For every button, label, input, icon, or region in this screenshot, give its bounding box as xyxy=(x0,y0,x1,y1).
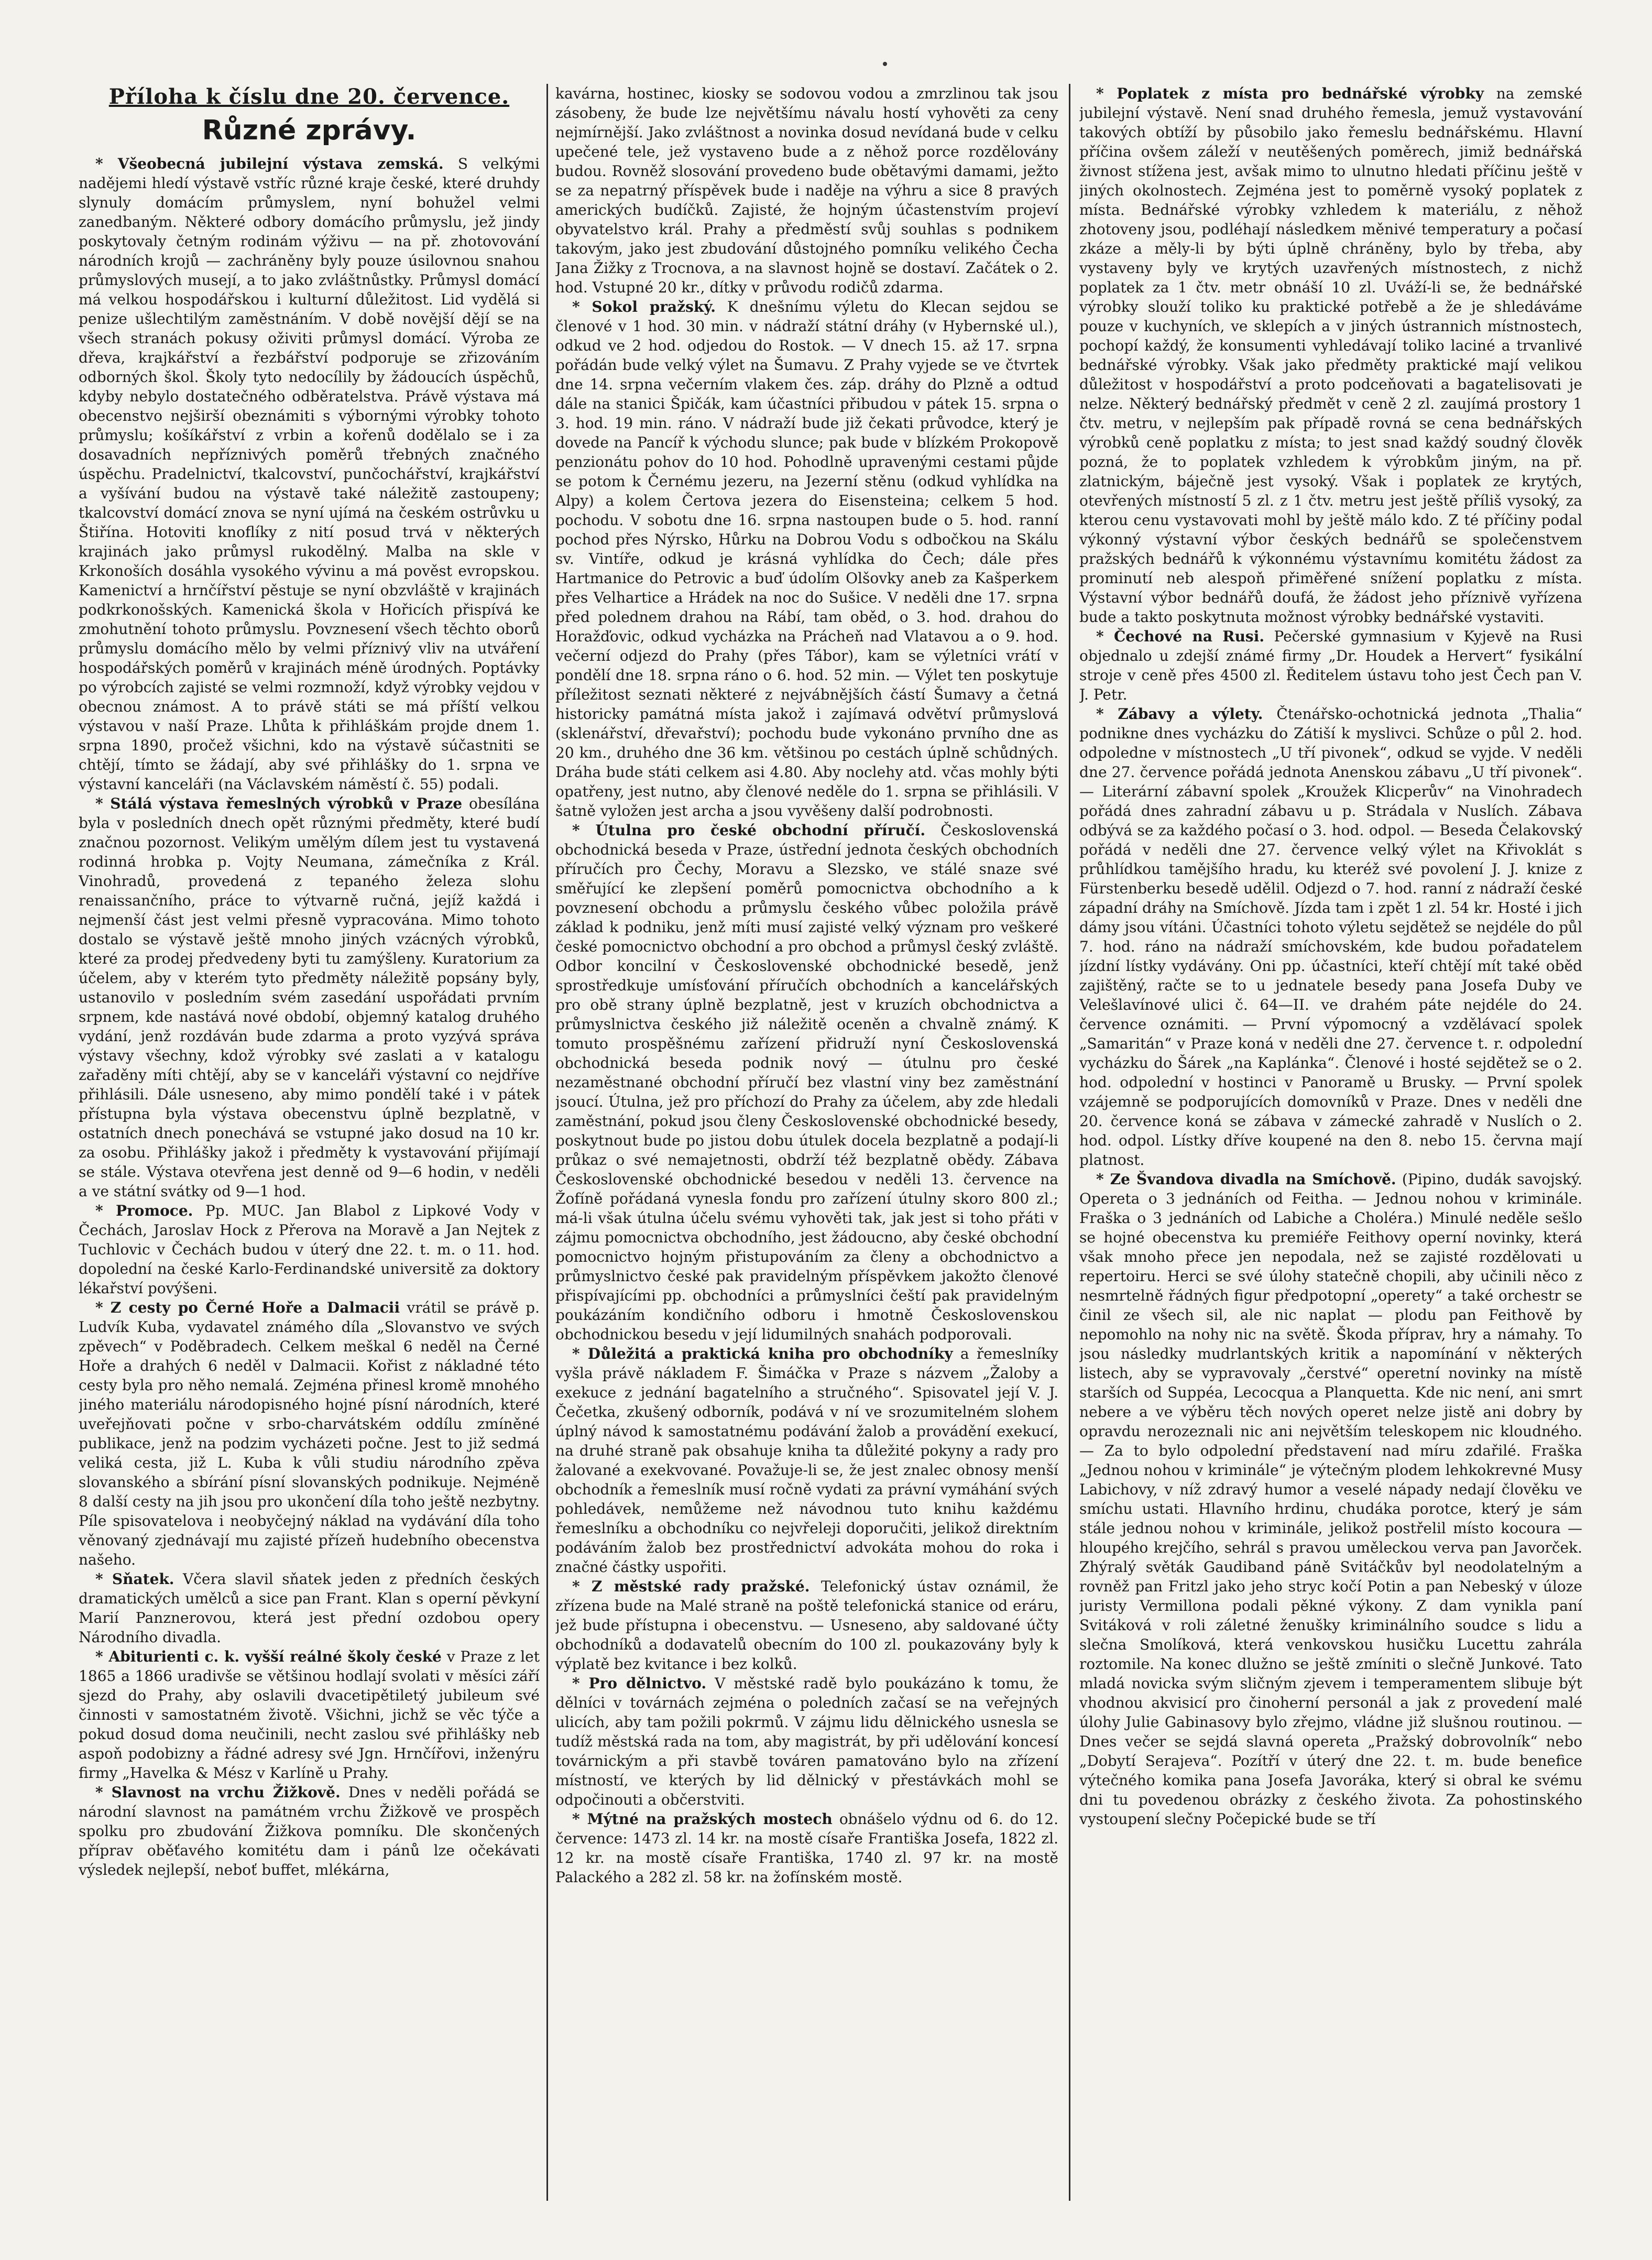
news-item xyxy=(555,1344,1058,1577)
news-item xyxy=(1079,704,1582,1170)
news-item xyxy=(79,1783,540,1880)
news-item-headline: * Pro dělnictvo. xyxy=(572,1675,707,1692)
news-item-text: obnášelo výdnu od 6. do 12. července: 1473 zl. 14 kr. na mostě císaře Františka Josefa, 1822 zl. 12 kr. na mostě císaře Františka, 1740 zl. 97 kr. na mostě Palackého a 282 zl. 58 kr. na žofínském mostě. xyxy=(555,1810,1058,1886)
news-item-text: a řemeslníky vyšla právě nákladem F. Šimáčka v Praze s názvem „Žaloby a exekuce z jednání bagatelního a stručného“. Spisovatel její V. J. Čečetka, zkušený odborník, podává v ní ve srozumitelném slohem úplný návod k samostatnému podávání žalob a provádění exekucí, na druhé straně pak obsahuje kniha ta důležité pokyny a rady pro žalované a exekvované. Považuje-li se, že jest znalec obnosy menší obchodník a řemeslník musí ročně vydati za právní vymáhání svých pohledávek, nemůžeme než návodnou tuto knihu každému řemeslníku a obchodníku co nejvřeleji doporučiti, jelikož direktním podáváním žalob bez prostřednictví advokáta mohou do roka i značné částky uspořiti. xyxy=(555,1345,1058,1576)
news-item xyxy=(79,154,540,794)
news-item-text: V městské radě bylo poukázáno k tomu, že dělníci v továrnách zejména o poledních začasí se na veřejných ulicích, aby tam požili pokrmů. V zájmu lidu dělnického usnesla se tudíž městská rada na tom, aby magistrát, by při udělování koncesí továrnickým a při stavbě továren pamatováno bylo na zřízení místností, ve kterých by lid dělnický v přestávkách mohl se odpočinouti a občerstviti. xyxy=(555,1675,1058,1808)
news-item-headline: * Promoce. xyxy=(95,1202,193,1219)
news-item-headline: * Z cesty po Černé Hoře a Dalmacii xyxy=(95,1299,400,1316)
ink-dot xyxy=(883,62,887,66)
newspaper-page xyxy=(79,84,1582,2201)
news-item xyxy=(555,1577,1058,1674)
news-item xyxy=(79,1647,540,1783)
news-item xyxy=(555,84,1058,297)
article-list xyxy=(79,154,540,1880)
news-item xyxy=(79,1298,540,1569)
news-item-headline: * Sokol pražský. xyxy=(572,298,716,315)
news-item xyxy=(79,794,540,1201)
column-3 xyxy=(1079,84,1582,2201)
column-rule xyxy=(546,84,548,2201)
news-item-headline: * Čechové na Rusi. xyxy=(1096,628,1265,645)
news-item-headline: * Slavnost na vrchu Žižkově. xyxy=(95,1784,341,1801)
news-item-text: Dnes v neděli pořádá se národní slavnost na památném vrchu Žižkově ve prospěch spolku pro zbudování Žižkova pomníku. Dle skončených příprav oběťavého komitétu dam i pánů lze očekávati výsledek nejlepší, neboť buffet, mlékárna, xyxy=(79,1784,540,1879)
news-item xyxy=(555,821,1058,1344)
news-item xyxy=(79,1569,540,1647)
news-item-text: (Pipino, dudák savojský. Opereta o 3 jednáních od Feitha. — Jednou nohou v kriminále. Fraška o 3 jednáních od Labiche a Choléra.) Minulé neděle sešlo se hojné obecenstva ku premiéře Feithovy operní novinky, která však mnoho přece jen nepodala, než se zajisté rozdělovati u repertoiru. Herci se své úlohy statečně chopili, aby učinili něco z nesmrtelně řádných figur předpotopní „operety“ a také orchestr se činil ze všech sil, ale nic naplat — plodu pan Feithově by nepomohlo na nohy nic na světě. Škoda příprav, hry a námahy. To jsou následky mudrlantských kritik a napomínání v některých listech, aby se vypravovaly „čerstvé“ operetní novinky na místě starších od Suppéa, Lecocqua a Planquetta. Kde nic není, ani smrt nebere a ve výběru těch nových operet nelze jistě ani dobry by opravdu nerozeznali nic ani největším teleskopem nic kloudného. — Za to bylo odpolední představení nad míru zdařilé. Fraška „Jednou nohou v kriminále“ je výtečným plodem lehkokrevné Musy Labichovy, v níž zdravý humor a veselé nápady nedají člověku ve smíchu ustati. Hlavního hrdinu, chudáka porotce, který je sám stále jednou nohou v kriminále, jelikož postřelil místo kocoura — hloupého krejčího, sehrál s pravou uměleckou verva pan Javorček. Zhýralý světák Gaudiband páně Svitáčkův byl neodolatelným a rovněž pan Fritzl jako jeho stryc kočí Potin a pan Nebeský v úloze juristy Vermillona podali pěkné výkony. Z dam vynikla paní Svitáková v roli záletné ženušky kriminálního soudce s lidu a slečna Smolíková, která venkovskou husičku Lucettu zahrála roztomile. Na konec dlužno se ještě zmíniti o slečně Junkové. Tato mladá novicka svým sličným zjevem i temperamentem slibuje být vhodnou akvisicí pro činoherní personál a jak z provedení malé úlohy Julie Gabinasovy bylo zřejmo, vládne již slušnou routinou. — Dnes večer se sejdá slavná opereta „Pražský dobrovolník“ nebo „Dobytí Serajeva“. Pozítří v úterý dne 22. t. m. bude benefice výtečného komika pana Josefa Javoráka, který si obral ke svému dni tu povedenou obrázky z českého života. Za pohostinského vystoupení slečny Počepické bude se tří xyxy=(1079,1171,1582,1828)
news-item-headline: * Z městské rady pražské. xyxy=(572,1578,810,1595)
news-item-headline: * Poplatek z místa pro bednářské výrobky xyxy=(1096,85,1484,102)
news-item-text: K dnešnímu výletu do Klecan sejdou se členové v 1 hod. 30 min. v nádraží státní dráhy (v Hybernské ul.), odkud ve 2 hod. odjedou do Rostok. — V dnech 15. až 17. srpna pořádán bude velký výlet na Šumavu. Z Prahy vyjede se ve čtvrtek dne 14. srpna večerním vlakem čes. záp. dráhy do Plzně a odtud dále na stanici Špičák, kam účastníci přibudou v pátek 15. srpna o 3. hod. 19 min. ráno. V nádraží bude již čekati průvodce, který je dovede na Pancíř k východu slunce; pak bude v blízkém Prokopově penzionátu pohov do 10 hod. Pohodlně upravenými cestami půjde se potom k Černému jezeru, na Jezerní stěnu (odkud vyhlídka na Alpy) a kolem Čertova jezera do Eisensteina; celkem 5 hod. pochodu. V sobotu dne 16. srpna nastoupen bude o 5. hod. ranní pochod přes Nýrsko, Hůrku na Dobrou Vodu s odbočkou na Skálu sv. Vintíře, odkud je krásná vyhlídka do Čech; dále přes Hartmanice do Petrovic a buď údolím Olšovky aneb za Kašperkem přes Velhartice a Hrádek na noc do Sušice. V neděli dne 17. srpna před polednem drahou na Rábí, tam oběd, o 3. hod. drahou do Horažďovic, odkud vycházka na Prácheň nad Vlatavou a o 9. hod. večerní odjezd do Prahy (přes Tábor), kam se výletníci vrátí v pondělí dne 18. srpna ráno o 6. hod. 52 min. — Výlet ten poskytuje příležitost seznati některé z nejvábnějších částí Šumavy a četná historicky památná místa jakož i zajímavá odvětví průmyslová (sklenářství, dřevařství); pochodu bude vykonáno prvního dne as 20 km., druhého dne 36 km. většinou po cestách úplně schůdných. Dráha bude státi celkem asi 4.80. Aby noclehy atd. včas mohly býti opatřeny, jest nutno, aby členové neděle do 1. srpna se přihlásili. V šatně vyložen jest archa a jsou vyvěšeny další podrobnosti. xyxy=(555,298,1058,820)
news-item-headline: * Mýtné na pražských mostech xyxy=(572,1810,833,1828)
news-item-headline: * Ze Švandova divadla na Smíchově. xyxy=(1096,1171,1396,1188)
column-rule xyxy=(1069,84,1070,2201)
supplement-heading: Příloha k číslu dne 20. července. xyxy=(108,84,510,109)
column-2 xyxy=(555,84,1058,2201)
news-item xyxy=(1079,84,1582,627)
news-item xyxy=(555,297,1058,821)
news-item-headline: * Zábavy a výlety. xyxy=(1096,705,1263,723)
news-item xyxy=(555,1809,1058,1887)
news-item-text: v Praze z let 1865 a 1866 uradivše se většinou hodlají svolati v měsíci září sjezd do Prahy, aby oslavili dvacetipětiletý jubileum své činnosti v samostatném životě. Všichni, jichž se věc týče a pokud dosud doma neučinili, necht zaslou své přihlášky neb aspoň podobizny a řádné adresy své Jgn. Hrnčířovi, inženýru firmy „Havelka & Mész v Karlíně u Prahy. xyxy=(79,1648,540,1782)
news-item-text: Československá obchodnická beseda v Praze, ústřední jednota českých obchodních příručích pro Čechy, Moravu a Slezsko, ve stálé snaze své směřující ke zlepšení poměrů pomocnictva obchodního a k povznesení obchodu a průmyslu českého vůbec položila právě základ k podniku, jenž míti musí zajisté velký význam pro veškeré české pomocnictvo obchodní a pro obchod a průmysl český zvláště. Odbor koncilní v Československé obchodnické besedě, jenž sprostředkuje umísťování příručích obchodních a kancelářských pro obě strany úplně bezplatně, jest v kruzích obchodnictva a průmyslnictva českého již náležitě oceněn a chvalně známý. K tomuto prospěšnému zařízení přidruží nyní Československá obchodnická beseda podnik nový — útulnu pro české nezaměstnané obchodní příručí bez vlastní viny bez zaměstnání jsoucí. Útulna, jež pro příchozí do Prahy za účelem, aby zde hledali zaměstnání, pokud jsou členy Československé obchodnické besedy, poskytnout bude po jistou dobu útulek docela bezplatně a podají-li průkaz o své nemajetnosti, obdrží též bezplatně obědy. Zábava Československé obchodnické besedou v neděli 13. července na Žofíně pořádaná vynesla fondu pro zařízení útulny skoro 800 zl.; má-li však útulna účelu svému vyhověti tak, jak jest si toho přáti v zájmu pomocnictva obchodního, jest žádoucno, aby české obchodní pomocnictvo hojným přistupováním za členy a obchodnictvo a průmyslnictvo české pak pravidelným příspěvkem jakožto členové přispívajícími pp. obchodníci a průmyslníci čeští pak pravidelným poukázáním kondičního odboru i hmotně Československou obchodnickou besedu v její lidumilných snahách podporovali. xyxy=(555,822,1058,1343)
column-1 xyxy=(79,84,540,2201)
news-item-text: Telefonický ústav oznámil, že zřízena bude na Malé straně na poště telefonická stanice od eráru, jež bude přístupna i obecenstvu. — Usneseno, aby saldované účty obchodníků a dodavatelů obecním do 100 zl. poukazovány byly k výplatě bez kvitance i bez kolků. xyxy=(555,1578,1058,1673)
news-item-text: Čtenářsko-ochotnická jednota „Thalia“ podnikne dnes vycházku do Zátiší k myslivci. Schůze o půl 2. hod. odpoledne v místnostech „U tří pivonek“, odkud se vyjde. V neděli dne 27. července pořádá jednota Anenskou zábavu „U tří pivonek“. — Literární zábavní spolek „Kroužek Klicperův“ na Vinohradech pořádá dnes zahradní zábavu u p. Strádala v Nuslích. Zábava odbývá se za každého počasí o 3. hod. odpol. — Beseda Čelakovský pořádá v neděli dne 27. července velký výlet na Křivoklát s průhlídkou tamějšího hradu, ku kteréž své povolení J. J. knize z Fürstenberku besedě udělil. Odjezd o 7. hod. ranní z nádraží české západní dráhy na Smíchově. Jízda tam i zpět 1 zl. 54 kr. Hosté i jich dámy jsou vítáni. Účastníci tohoto výletu sejdětež se nejdéle do půl 7. hod. ráno na nádraží smíchovském, kde budou pořadatelem jízdní lístky vydávány. Oni pp. účastníci, kteří chtějí mít také oběd zajištěný, račte se to u jednatele besedy pana Josefa Duby ve Velešlavínové ulici č. 64—II. ve drahém páte nejdéle do 24. července oznámiti. — První výpomocný a vzdělávací spolek „Samaritán“ v Praze koná v neděli dne 27. července t. r. odpolední vycházku do Šárek „na Kaplánka“. Členové i hosté sejdětež se o 2. hod. odpolední v hostinci v Panoramě u Brusky. — První spolek vzájemně se podporujících domovníků v Praze. Dnes v neděli dne 20. července koná se zábava v zámecké zahradě v Nuslích o 2. hod. odpol. Lístky dříve koupené na den 8. nebo 15. června mají platnost. xyxy=(1079,705,1582,1169)
article-list xyxy=(1079,84,1582,1829)
news-item-text: kavárna, hostinec, kiosky se sodovou vodou a zmrzlinou tak jsou zásobeny, že bude lze největšímu návalu hostí vyhověti za ceny nejmírnější. Jako zvláštnost a novinka dosud nevídaná bude v celku upečené tele, jež vystaveno bude a z něhož porce rozdělovány budou. Rovněž slosování provedeno bude obětavými damami, ježto se za nepatrný příspěvek bude i naděje na výhru a sice 8 pravých amerických budíčků. Zajisté, že hojným účastenstvím projeví obyvatelstvo král. Prahy a předměstí svůj souhlas s podnikem takovým, jako jest zbudování důstojného pomníku velikého Čecha Jana Žižky z Trocnova, a na slavnost hojně se dostaví. Začátek o 2. hod. Vstupné 20 kr., dítky v průvodu rodičů zdarma. xyxy=(555,85,1058,296)
news-item-headline: * Abiturienti c. k. vyšší reálné školy české xyxy=(95,1648,442,1665)
news-item-text: Pečerské gymnasium v Kyjevě na Rusi objednalo u zdejší známé firmy „Dr. Houdek a Hervert“ fysikální stroje v ceně přes 4500 zl. Ředitelem ústavu toho jest Čech pan V. J. Petr. xyxy=(1079,628,1582,703)
news-item-headline: * Stálá výstava řemeslných výrobků v Praze xyxy=(95,795,463,812)
news-item-text: na zemské jubilejní výstavě. Není snad druhého řemesla, jemuž vystavování takových obtíží by působilo jako řemeslu bednářskému. Hlavní příčina ovšem záleží v neutěšených poměrech, jimiž bednářská živnost stížena jest, avšak mimo to ulnutno hledati příčinu ještě v jiných okolnostech. Zejména jest to poměrně vysoký poplatek z místa. Bednářské výrobky vzhledem k materiálu, z něhož zhotoveny jsou, podléhají následkem měnivé temperatury a počasí zkáze a měly-li by býti úplně chráněny, bylo by třeba, aby vystaveny byly ve krytých uzavřených místnostech, z nichž poplatek za 1 čtv. metr obnáší 10 zl. Uváží-li se, že bednářské výrobky slouží toliko ku praktické potřebě a že je shledáváme pouze v kuchyních, ve sklepích a v jiných ústrannich místnostech, pochopí každý, že konsumenti vyhledávají toliko laciné a trvanlivé bednářské výrobky. Však jako předměty praktické mají velikou důležitost v hospodářství a proto podceňovati a bagatelisovati je nelze. Některý bednářský předmět v ceně 2 zl. zaujímá prostory 1 čtv. metru, v nejlepším pak případě rovná se cena bednářských výrobků ceně poplatku z místa; to jest snad každý soudný člověk pozná, že to poplatek vzhledem k výrobkům jiným, na př. zlatnickým, báječně jest vysoký. Však i poplatek ze krytých, otevřených místností 5 zl. z 1 čtv. metru jest ještě příliš vysoký, za kterou cenu vystavovati mohl by ještě málo kdo. Z té příčiny podal výkonný výstavní výbor českých bednářů se společenstvem pražských bednářů k výkonnému výstavnímu komitétu žádost za prominutí neb alespoň přiměřené snížení poplatku z místa. Výstavní výbor bednářů doufá, že žádost jeho příznivě vyřízena bude a takto poskytnuta možnost výrobky bednářské vystaviti. xyxy=(1079,85,1582,626)
news-item-headline: * Sňatek. xyxy=(95,1570,174,1588)
news-item xyxy=(1079,1170,1582,1829)
news-item xyxy=(79,1201,540,1298)
news-item-text: obesílána byla v posledních dnech opět různými předměty, které budí značnou pozornost. Velikým umělým dílem jest tu vystavená rodinná hrobka p. Vojty Neumana, zámečníka z Král. Vinohradů, provedená z tepaného železa slohu renaissančního, práce to výtvarně ručná, jejíž každá i nejmenší část jest velmi přesně vypracována. Mimo tohoto dostalo se výstavě ještě mnoho jiných vzácných výrobků, které za prodej předvedeny byti tu zamýšleny. Kuratorium za účelem, aby v kterém tyto předměty náležitě popsány byly, ustanovilo v posledním svém zasedání uspořádati prvním srpnem, kde nastává nové období, objemný katalog druhého vydání, jenž rozdáván bude zdarma a proto vyzývá správa výstavy všechny, kdož výrobky své zaslati a v katalogu zařaděny míti chtějí, aby se v kanceláři výstavní co nejdříve přihlásili. Dále usneseno, aby mimo pondělí také i v pátek přístupna byla výstava obecenstvu úplně bezplatně, v ostatních dnech ponechává se vstupné jako dosud na 10 kr. za osobu. Přihlášky jakož i předměty k vystavování přijímají se stále. Výstava otevřena jest denně od 9—6 hodin, v neděli a ve státní svátky od 9—1 hod. xyxy=(79,795,540,1200)
news-item-headline: * Důležitá a praktická kniha pro obchodníky xyxy=(572,1345,953,1362)
news-item-text: Včera slavil sňatek jeden z předních českých dramatických umělců a sice pan Frant. Klan s operní pěvkyní Marií Panznerovou, která jest přední ozdobou opery Národního divadla. xyxy=(79,1570,540,1646)
news-item-headline: * Útulna pro české obchodní příručí. xyxy=(572,822,926,839)
news-item-text: Pp. MUC. Jan Blabol z Lipkové Vody v Čechách, Jaroslav Hock z Přerova na Moravě a Jan Nejtek z Tuchlovic v Čechách budou v úterý dne 22. t. m. o 11. hod. dopolední na české Karlo-Ferdinandské universitě za doktory lékařství povýšeni. xyxy=(79,1202,540,1297)
news-item-headline: * Všeobecná jubilejní výstava zemská. xyxy=(95,155,444,172)
news-item xyxy=(1079,627,1582,704)
news-item-text: vrátil se právě p. Ludvík Kuba, vydavatel známého díla „Slovanstvo ve svých zpěvech“ v Poděbradech. Celkem meškal 6 neděl na Černé Hoře a drahých 6 neděl v Dalmacii. Kořist z nákladné této cesty byla pro něho nemalá. Zejména přinesl kromě mnohého jiného materiálu národopisného hojné písní národních, které uveřejňovati počne v srbo-charvátském oddílu zmíněné publikace, jenž na podzim vycházeti počne. Jest to již sedmá veliká cesta, již L. Kuba k vůli studiu národního zpěva slovanského a sbírání písní slovanských podnikuje. Nejméně 8 další cesty na jih jsou pro ukončení díla toho ještě nezbytny. Píle spisovatelova i neobyčejný náklad na vydávání díla toho věnovaný zjednávají mu zajisté přízeň hudebního obecenstva našeho. xyxy=(79,1299,540,1568)
news-item xyxy=(555,1674,1058,1809)
section-title: Různé zprávy. xyxy=(202,115,417,146)
article-list xyxy=(555,84,1058,1887)
news-item-text: S velkými nadějemi hledí výstavě vstříc různé kraje české, které druhdy slynuly domácím průmyslem, nyní bohužel velmi zanedbaným. Některé odbory domácího průmyslu, jež jindy poskytovaly četným rodinám výživu — na př. zhotovování národních krojů — zachráněny byly pouze úsilovnou snahou průmyslových musejí, a to jako zvláštnůstky. Průmysl domácí má velkou hospodářskou i kulturní důležitost. Lid vydělá si penize ušlechtilým zaměstnáním. V době novější dějí se na všech stranách pokusy oživiti průmysl domácí. Výroba ze dřeva, krajkářství a řezbářství podporuje se zřizováním odborných škol. Školy tyto nedocílily by žádoucích úspěchů, kdyby nebylo dostatečného odběratelstva. Právě výstava má obecenstvo nejširší obeznámiti s výbornými výrobky tohoto průmyslu; košíkářství z vrbin a kořenů dodělalo se i za dosavadních nepříznivých poměrů třebných značného úspěchu. Pradelnictví, tkalcovství, punčochářství, krajkářství a vyšívání budou na výstavě také náležitě zastoupeny; tkalcovství domácí znova se nyní ujímá na českém ostrůvku u Štiřína. Hotoviti knoflíky z nití posud trvá v některých krajinách jako průmysl rukodělný. Malba na skle v Krkonoších dosáhla vysokého vývinu a má pověst evropskou. Kamenictví a hrnčířství pěstuje se nyní obzvláště v krajinách podkrkonošských. Kamenická škola v Hořicích přispívá ke zmohutnění tohoto průmyslu. Povznesení všech těchto oborů průmyslu domácího mělo by velmi příznivý vliv na utváření hospodářských poměrů v krajinách méně úrodných. Poptávky po výrobcích zajisté se velmi rozmnoží, když výrobky vejdou v obecnou známost. A to právě státi se má příští velkou výstavou v naší Praze. Lhůta k přihláškám projde dnem 1. srpna 1890, pročež všichni, kdo na výstavě súčastniti se chtějí, tímto se žádají, aby své přihlášky do 1. srpna ve výstavní kanceláři (na Václavském náměstí č. 55) podali. xyxy=(79,155,540,793)
